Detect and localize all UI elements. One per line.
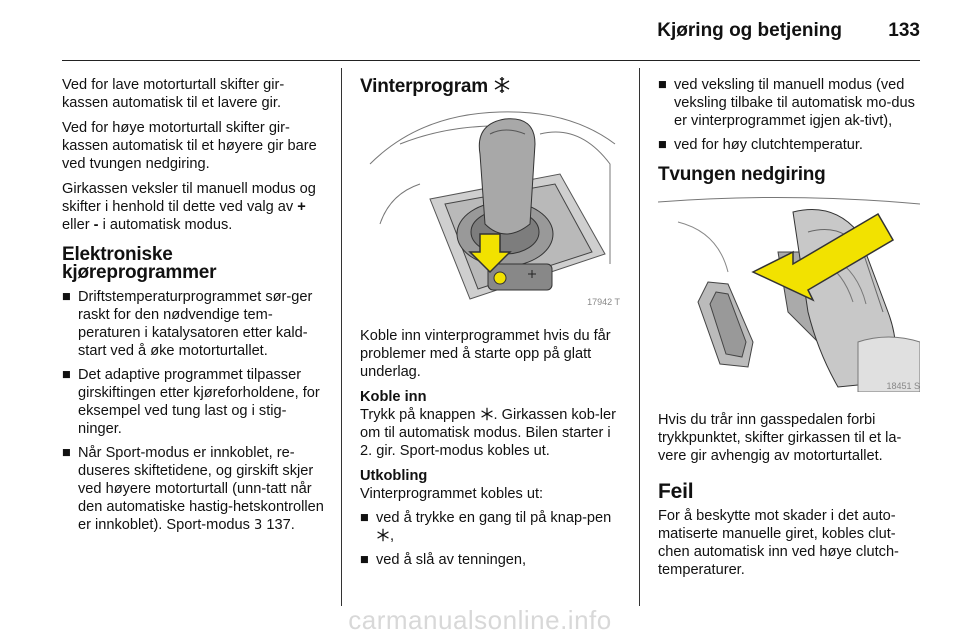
column-3 [658, 76, 922, 586]
paragraph-low-rpm: Ved for lave motorturtall skifter gir-kassen automatisk til et lavere gir. [62, 77, 285, 111]
koble-inn-text-a: Trykk på knappen [360, 407, 476, 423]
bullet-icon: ■ [360, 552, 369, 568]
list-item-text: ved veksling til manuell modus (ved veksling tilbake til automatisk mo-dus er vinterprogrammet igjen ak-tivt), [674, 77, 915, 129]
figure-pedal [658, 192, 922, 397]
bullet-icon: ■ [658, 77, 667, 93]
header-rule [62, 60, 920, 61]
list-item [62, 288, 324, 360]
gear-lever-illustration [360, 104, 622, 308]
page-title: Kjøring og betjening [657, 20, 842, 41]
pedal-illustration [658, 192, 920, 392]
paragraph-winter-intro: Koble inn vinterprogrammet hvis du får problemer med å starte opp på glatt underlag. [360, 328, 611, 380]
column-divider-1 [341, 68, 342, 606]
bullet-icon: ■ [658, 137, 667, 153]
snowflake-icon [493, 76, 511, 94]
koble-inn-text-b: . Girkassen kob-ler om til automatisk modus. Bilen starter i 2. gir. Sport-modus kobles ut. [360, 407, 616, 459]
electronic-programs-list [62, 288, 324, 535]
utkobling-list [360, 509, 622, 569]
bullet-icon: ■ [62, 445, 71, 461]
list-item-text: Det adaptive programmet tilpasser girskiftingen etter kjøreforholdene, for eksempel ved tung last og i stig-ninger. [78, 367, 320, 437]
paragraph-utkobling: Vinterprogrammet kobles ut: [360, 486, 544, 502]
column-1 [62, 76, 324, 541]
heading-winter-program-text: Vinterprogram [360, 76, 488, 97]
page-header [0, 0, 960, 62]
figure-code: 18451 S [886, 381, 920, 391]
snowflake-icon [480, 407, 494, 421]
heading-winter-program [360, 76, 622, 96]
figure-code: 17942 T [587, 297, 620, 307]
minus-symbol: - [93, 217, 99, 233]
column-2 [360, 76, 622, 575]
utkobling-list-continued [658, 76, 922, 154]
list-item [658, 76, 922, 130]
page-ref-link[interactable]: 137. [266, 517, 295, 533]
paragraph-feil: For å beskytte mot skader i det auto-matiserte manuelle giret, kobles clut-chen automatisk inn ved høye clutch-temperaturer. [658, 508, 899, 578]
watermark: carmanualsonline.info [348, 605, 612, 635]
list-item [360, 509, 622, 545]
manual-mode-text-a: Girkassen veksler til manuell modus og skifter i henhold til dette ved valg av [62, 181, 316, 215]
manual-mode-text-or: eller [62, 217, 90, 233]
plus-symbol: + [297, 199, 306, 215]
paragraph-high-rpm: Ved for høye motorturtall skifter gir-kassen automatisk til et høyere gir bare ved tvungen nedgiring. [62, 120, 317, 172]
bullet-icon: ■ [62, 289, 71, 305]
heading-electronic-programs: Elektroniske kjøreprogrammer [62, 244, 217, 283]
bullet-icon: ■ [62, 367, 71, 383]
page-ref-arrow-icon: 3 [254, 518, 263, 533]
heading-kickdown: Tvungen nedgiring [658, 164, 826, 185]
page-number: 133 [888, 20, 920, 41]
manual-mode-text-b: i automatisk modus. [102, 217, 233, 233]
figure-gear-lever [360, 104, 622, 313]
heading-koble-inn: Koble inn [360, 389, 427, 405]
list-item-text: ved å trykke en gang til på knap-pen [376, 510, 612, 526]
paragraph-manual-mode [62, 180, 324, 234]
list-item [62, 366, 324, 438]
paragraph-kickdown: Hvis du trår inn gasspedalen forbi trykkpunktet, skifter girkassen til et la-vere gir avhengig av motorturtallet. [658, 412, 902, 464]
bullet-icon: ■ [360, 510, 369, 526]
list-item [658, 136, 922, 154]
paragraph-koble-inn [360, 406, 622, 460]
column-divider-2 [639, 68, 640, 606]
list-item-text: ved å slå av tenningen, [376, 552, 527, 568]
list-item [62, 444, 324, 535]
list-item-suffix: , [390, 528, 395, 544]
heading-utkobling: Utkobling [360, 468, 428, 484]
list-item-text: Når Sport-modus er innkoblet, re-duseres skiftetidene, og girskift skjer ved høyere motorturtall (unn-tatt når den automatiske hastig-hetskontrollen er innkoblet). Sport-modus [78, 445, 324, 533]
list-item [360, 551, 622, 569]
list-item-text: Driftstemperaturprogrammet sør-ger raskt for den nødvendige tem-peraturen i katalysatoren etter kald-start ved å øke motorturtallet. [78, 289, 313, 359]
heading-feil: Feil [658, 480, 694, 503]
snowflake-icon [376, 528, 390, 542]
list-item-text: ved for høy clutchtemperatur. [674, 137, 863, 153]
